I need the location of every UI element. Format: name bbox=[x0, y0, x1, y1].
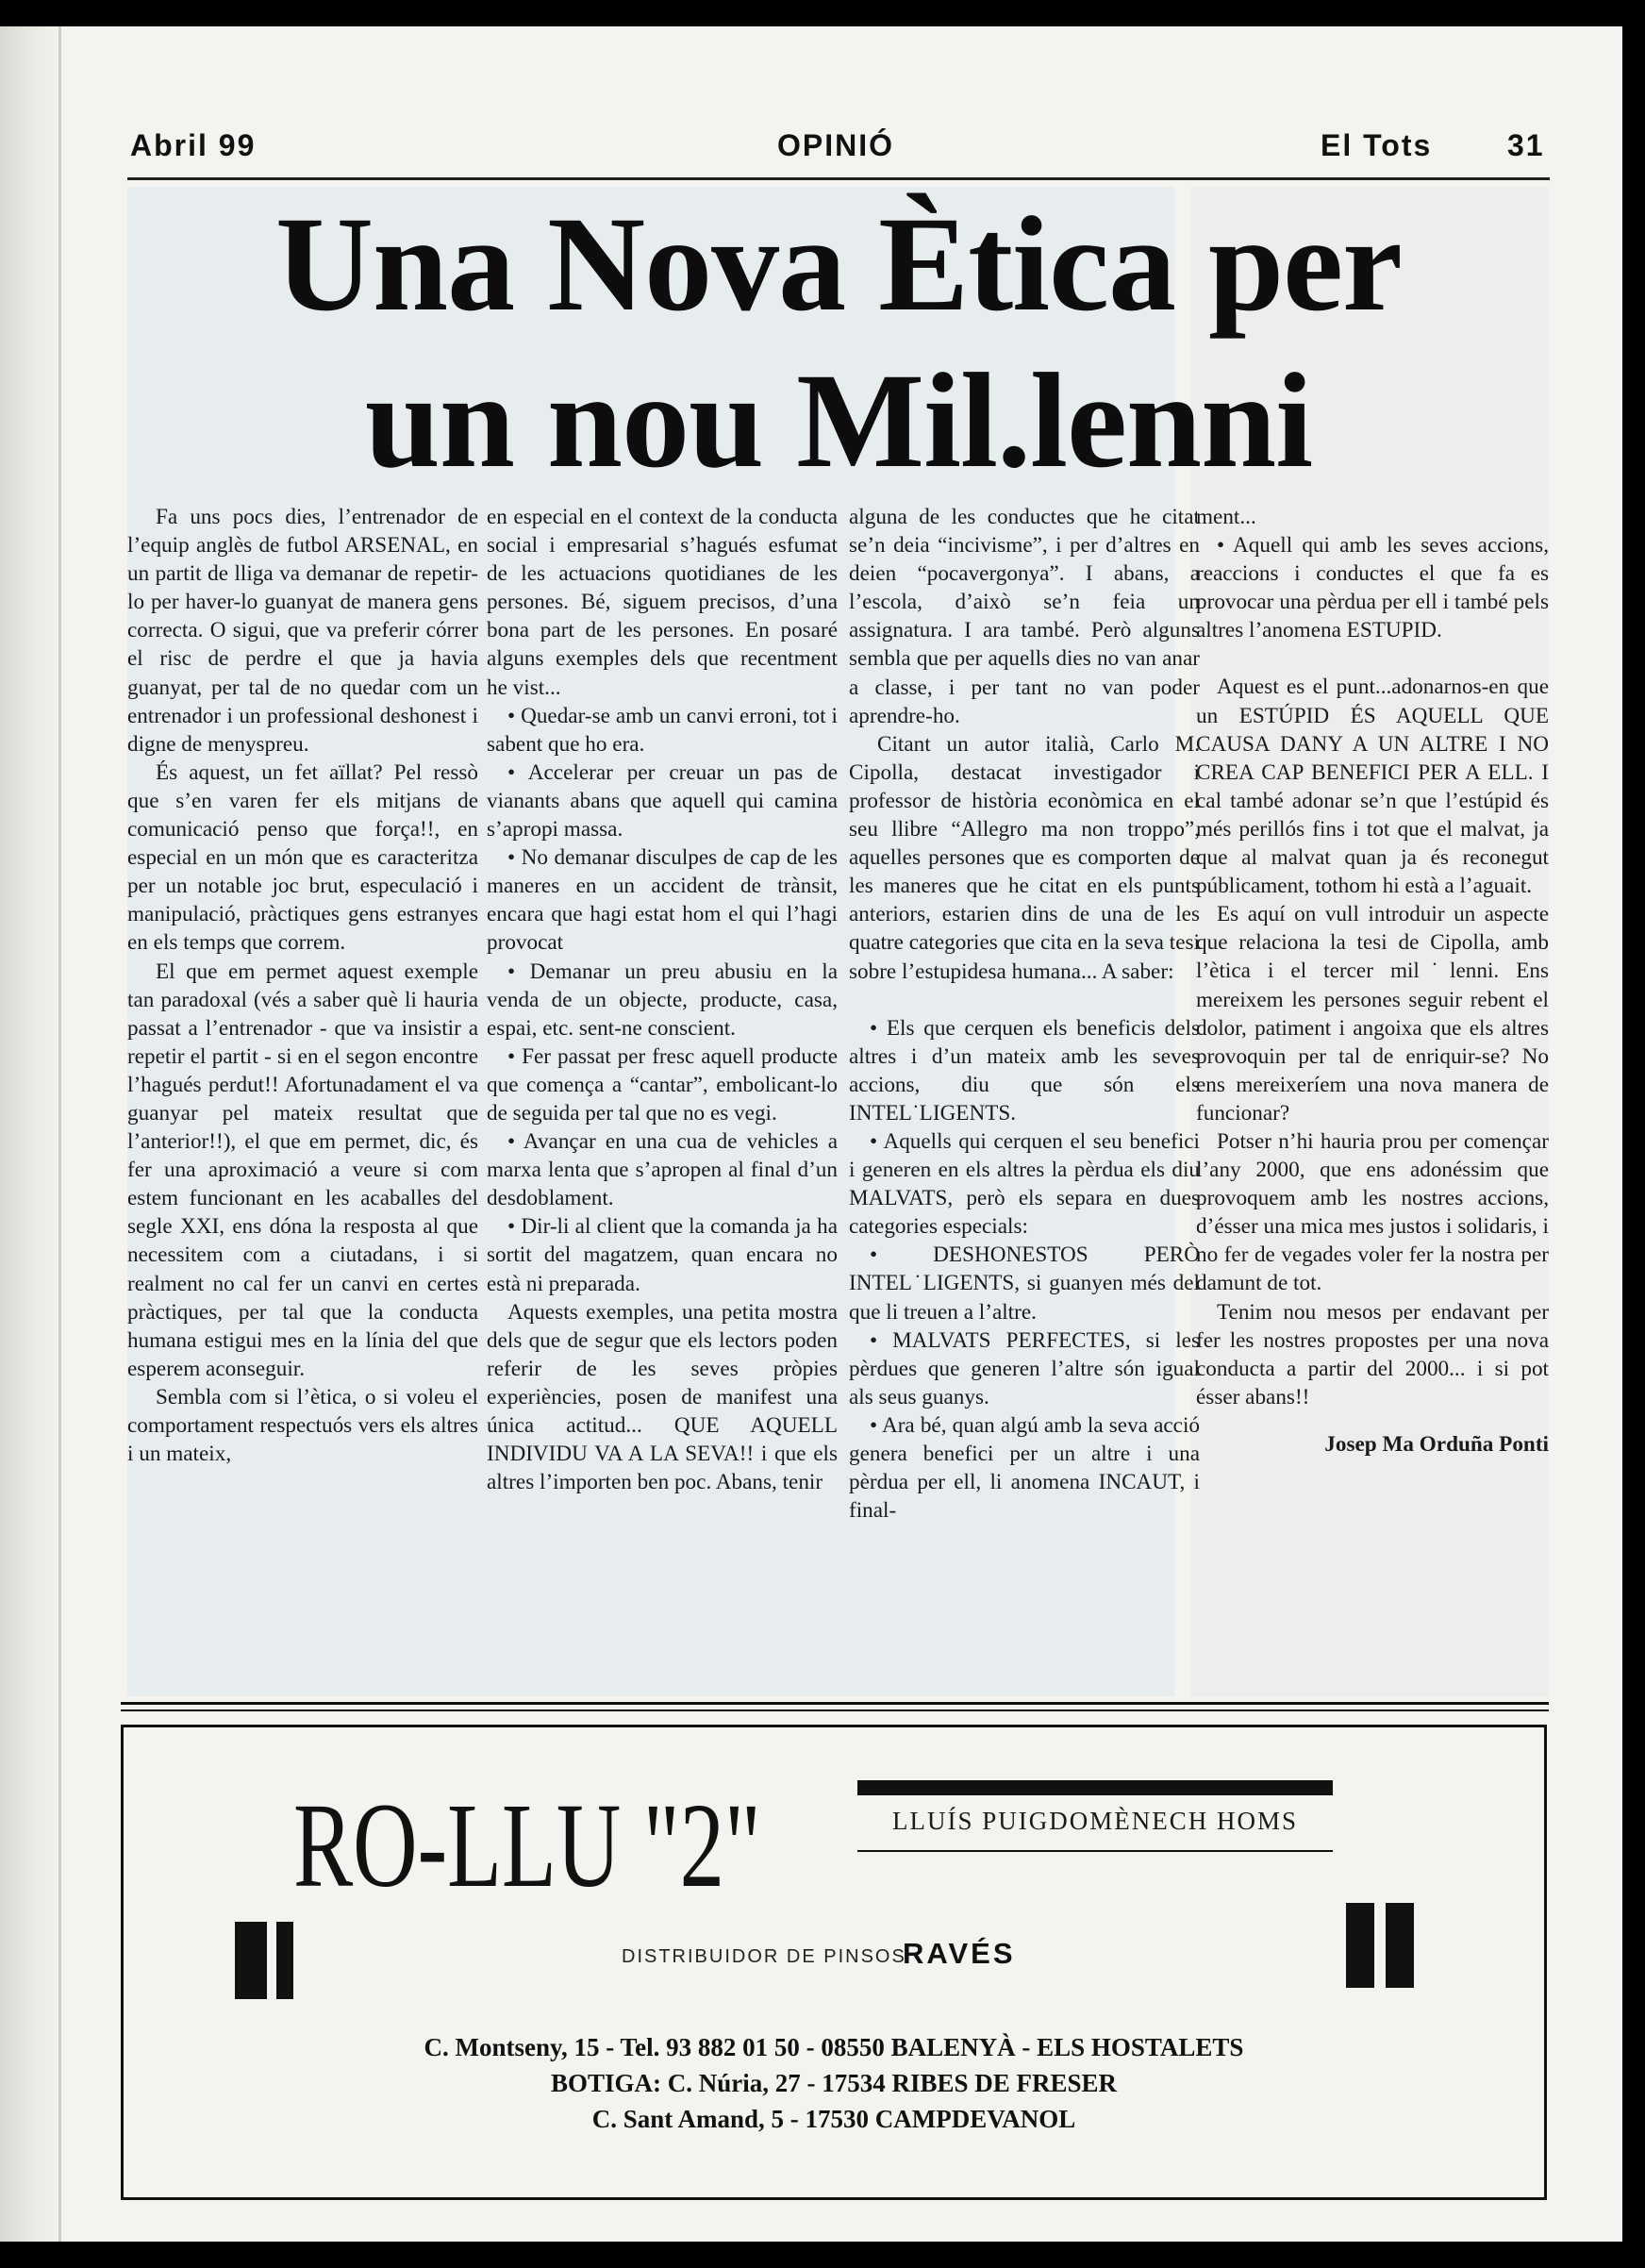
paragraph: Aquests exemples, una petita mostra dels que de segur que els lectors poden referir de les seves pròpies experiències, posen de manifest una única actitud... QUE AQUELL INDIVIDU VA A LA SEVA!! i que els altres l’importen ben poc. Abans, tenir bbox=[487, 1299, 838, 1495]
page-number: 31 bbox=[1507, 128, 1545, 162]
article-column-4 bbox=[1196, 503, 1549, 1459]
article-column-3 bbox=[849, 503, 1200, 1525]
ad-top-rule bbox=[121, 1702, 1549, 1705]
bullet-item: • Avançar en una cua de vehicles a marxa lenta que s’apropen al final d’un desdoblament. bbox=[487, 1129, 838, 1211]
paragraph: alguna de les conductes que he citat se’n deia “incivisme”, i per d’altres en deien “pocavergonya”. I abans, a l’escola, d’això se’n feia un assignatura. I ara també. Però alguns sembla que per aquells dies no van anar a classe, i per tant no van poder aprendre-ho. bbox=[849, 505, 1200, 728]
binding-edge bbox=[58, 26, 61, 2242]
ad-owner-name: LLUÍS PUIGDOMÈNECH HOMS bbox=[891, 1807, 1298, 1835]
author-signature: Josep Ma Orduña Ponti bbox=[1324, 1431, 1549, 1457]
paragraph: Es aquí on vull introduir un aspecte que relaciona la tesi de Cipolla, amb l’ètica i el tercer mil˙lenni. Ens mereixem les persones seguir rebent el dolor, patiment i angoixa que els altres provoquin per tal de enriquir-se? No ens mereixeríem una nova manera de funcionar? bbox=[1196, 902, 1549, 1126]
ad-heavy-bar bbox=[857, 1780, 1333, 1795]
distributor-brand: RAVÉS bbox=[903, 1937, 1016, 1970]
ad-left-bar-thick bbox=[235, 1922, 267, 1999]
issue-date: Abril 99 bbox=[130, 128, 257, 162]
ad-address-line: BOTIGA: C. Núria, 27 - 17534 RIBES DE FRESER bbox=[550, 2069, 1118, 2097]
bullet-item: • Ara bé, quan algú amb la seva acció genera benefici per un altre i una pèrdua per ell, li anomena INCAUT, i final- bbox=[849, 1412, 1200, 1524]
ad-left-bar-thin bbox=[276, 1922, 293, 1999]
article-column-1 bbox=[127, 503, 478, 1468]
distributor-label: DISTRIBUIDOR DE PINSOS bbox=[622, 1946, 906, 1967]
header-rule bbox=[127, 177, 1550, 180]
article-title bbox=[127, 187, 1550, 500]
bullet-item: • Fer passat per fresc aquell producte que comença a “cantar”, embolicant-lo de seguida per tal que no es vegi. bbox=[487, 1043, 838, 1126]
paragraph: en especial en el context de la conducta social i empresarial s’hagués esfumat de les actuacions quotidianes de les persones. Bé, siguem precisos, d’una bona part de les persones. En posaré alguns exemples dels que recentment he vist... bbox=[487, 505, 838, 700]
show-through-ghost-text bbox=[161, 1746, 173, 1793]
bullet-item: • DESHONESTOS PERÒ INTEL˙LIGENTS, si guanyen més del que li treuen a l’altre. bbox=[849, 1242, 1200, 1325]
paragraph: El que em permet aquest exemple tan paradoxal (vés a saber què li hauria passat a l’entrenador - que va insistir a repetir el partit - si en el segon encontre l’hagués perdut!! Afortunadament el va guanyar pel mateix resultat que l’anterior!!), el que em permet, dic, és fer una aproximació a veure si com estem funcionant en les acaballes del segle XXI, ens dóna la resposta al que necessitem com a ciutadans, i si realment no cal fer un canvi en certes pràctiques, per tal que la conducta humana estigui mes en la línia del que esperem aconseguir. bbox=[127, 959, 478, 1381]
ad-address-line: C. Sant Amand, 5 - 17530 CAMPDEVANOL bbox=[591, 2105, 1076, 2133]
section-name: OPINIÓ bbox=[777, 128, 895, 162]
bullet-item: • MALVATS PERFECTES, si les pèrdues que generen l’altre són igual als seus guanys. bbox=[849, 1327, 1200, 1409]
paragraph: ment... bbox=[1196, 505, 1256, 529]
ad-owner-rule bbox=[857, 1850, 1333, 1852]
spacer bbox=[1196, 644, 1549, 673]
ad-right-bar-thin bbox=[1386, 1903, 1414, 1988]
bullet-item: • Aquells qui cerquen el seu benefici i generen en els altres la pèrdua els diu MALVATS, però els separa en dues categories especials: bbox=[849, 1128, 1200, 1240]
bullet-item: • Aquell qui amb les seves accions, reaccions i conductes el que fa es provocar una pèrdua per ell i també pels altres l’anomena ESTUPID. bbox=[1196, 533, 1549, 643]
ad-top-rule-thin bbox=[121, 1709, 1549, 1711]
advertisement-box bbox=[121, 1725, 1547, 2200]
publication-name: El Tots bbox=[1321, 128, 1433, 162]
bullet-item: • Accelerar per creuar un pas de vianants abans que aquell qui camina s’apropi massa. bbox=[487, 759, 838, 842]
bullet-item: • Quedar-se amb un canvi erroni, tot i sabent que ho era. bbox=[487, 703, 838, 757]
spacer bbox=[849, 986, 1200, 1014]
ad-brand-name: RO-LLU "2" bbox=[293, 1778, 761, 1912]
paragraph: Tenim nou mesos per endavant per fer les nostres propostes per una nova conducta a partir del 2000... i si pot ésser abans!! bbox=[1196, 1299, 1549, 1409]
ad-address-line: C. Montseny, 15 - Tel. 93 882 01 50 - 08550 BALENYÀ - ELS HOSTALETS bbox=[424, 2033, 1244, 2061]
paragraph: Fa uns pocs dies, l’entrenador de l’equip anglès de futbol ARSENAL, en un partit de lliga va demanar de repetir-lo per haver-lo guanyat de manera gens correcta. O sigui, que va preferir córrer el risc de perdre el que ja havia guanyat, per tal de no quedar com un entrenador i un professional deshonest i digne de menyspreu. bbox=[127, 505, 478, 757]
bullet-item: • Dir-li al client que la comanda ja ha sortit del magatzem, quan encara no està ni preparada. bbox=[487, 1214, 838, 1296]
running-header bbox=[130, 128, 1549, 175]
bullet-item: • Els que cerquen els beneficis dels altres i d’un mateix amb les seves accions, diu que són els INTEL˙LIGENTS. bbox=[849, 1015, 1200, 1126]
paragraph: Potser n’hi hauria prou per començar l’any 2000, que ens adonéssim que provoquem amb les nostres accions, d’ésser una mica mes justos i solidaris, i no fer de vegades voler fer la nostra per damunt de tot. bbox=[1196, 1128, 1549, 1296]
paragraph: És aquest, un fet aïllat? Pel ressò que s’en varen fer els mitjans de comunicació penso que força!!, en especial en un món que es caracteritza per un notable joc brut, especulació i manipulació, pràctiques gens estranyes en els temps que correm. bbox=[127, 759, 478, 956]
paragraph: Sembla com si l’ètica, o si voleu el comportament respectuós vers els altres i un mateix, bbox=[127, 1384, 478, 1467]
bullet-item: • No demanar disculpes de cap de les maneres en un accident de trànsit, encara que hagi estat hom el qui l’hagi provocat bbox=[487, 845, 838, 956]
paragraph: Aquest es el punt...adonarnos-en que un ESTÚPID ÉS AQUELL QUE CAUSA DANY A UN ALTRE I NO CREA CAP BENEFICI PER A ELL. I cal també adonar se’n que l’estúpid és més perillós fins i tot que el malvat, ja que al malvat quan ja és reconegut públicament, tothom hi està a l’aguait. bbox=[1196, 675, 1549, 899]
title-line-1: Una Nova Ètica per bbox=[275, 190, 1402, 340]
page-binding-shadow bbox=[0, 26, 62, 2242]
article-column-2 bbox=[487, 503, 838, 1496]
ad-right-bar-thick bbox=[1346, 1903, 1374, 1988]
paragraph: Citant un autor italià, Carlo M. Cipolla, destacat investigador i professor de història econòmica en el seu llibre “Allegro ma non troppo”, aquelles persones que es comporten de les maneres que he citat en els punts anteriors, estarien dins de una de les quatre categories que cita en la seva tesi sobre l’estupidesa humana... A saber: bbox=[849, 731, 1200, 984]
magazine-page bbox=[0, 26, 1622, 2242]
title-line-2: un nou Mil.lenni bbox=[364, 346, 1313, 496]
bullet-item: • Demanar un preu abusiu en la venda de un objecte, producte, casa, espai, etc. sent-ne conscient. bbox=[487, 959, 838, 1041]
